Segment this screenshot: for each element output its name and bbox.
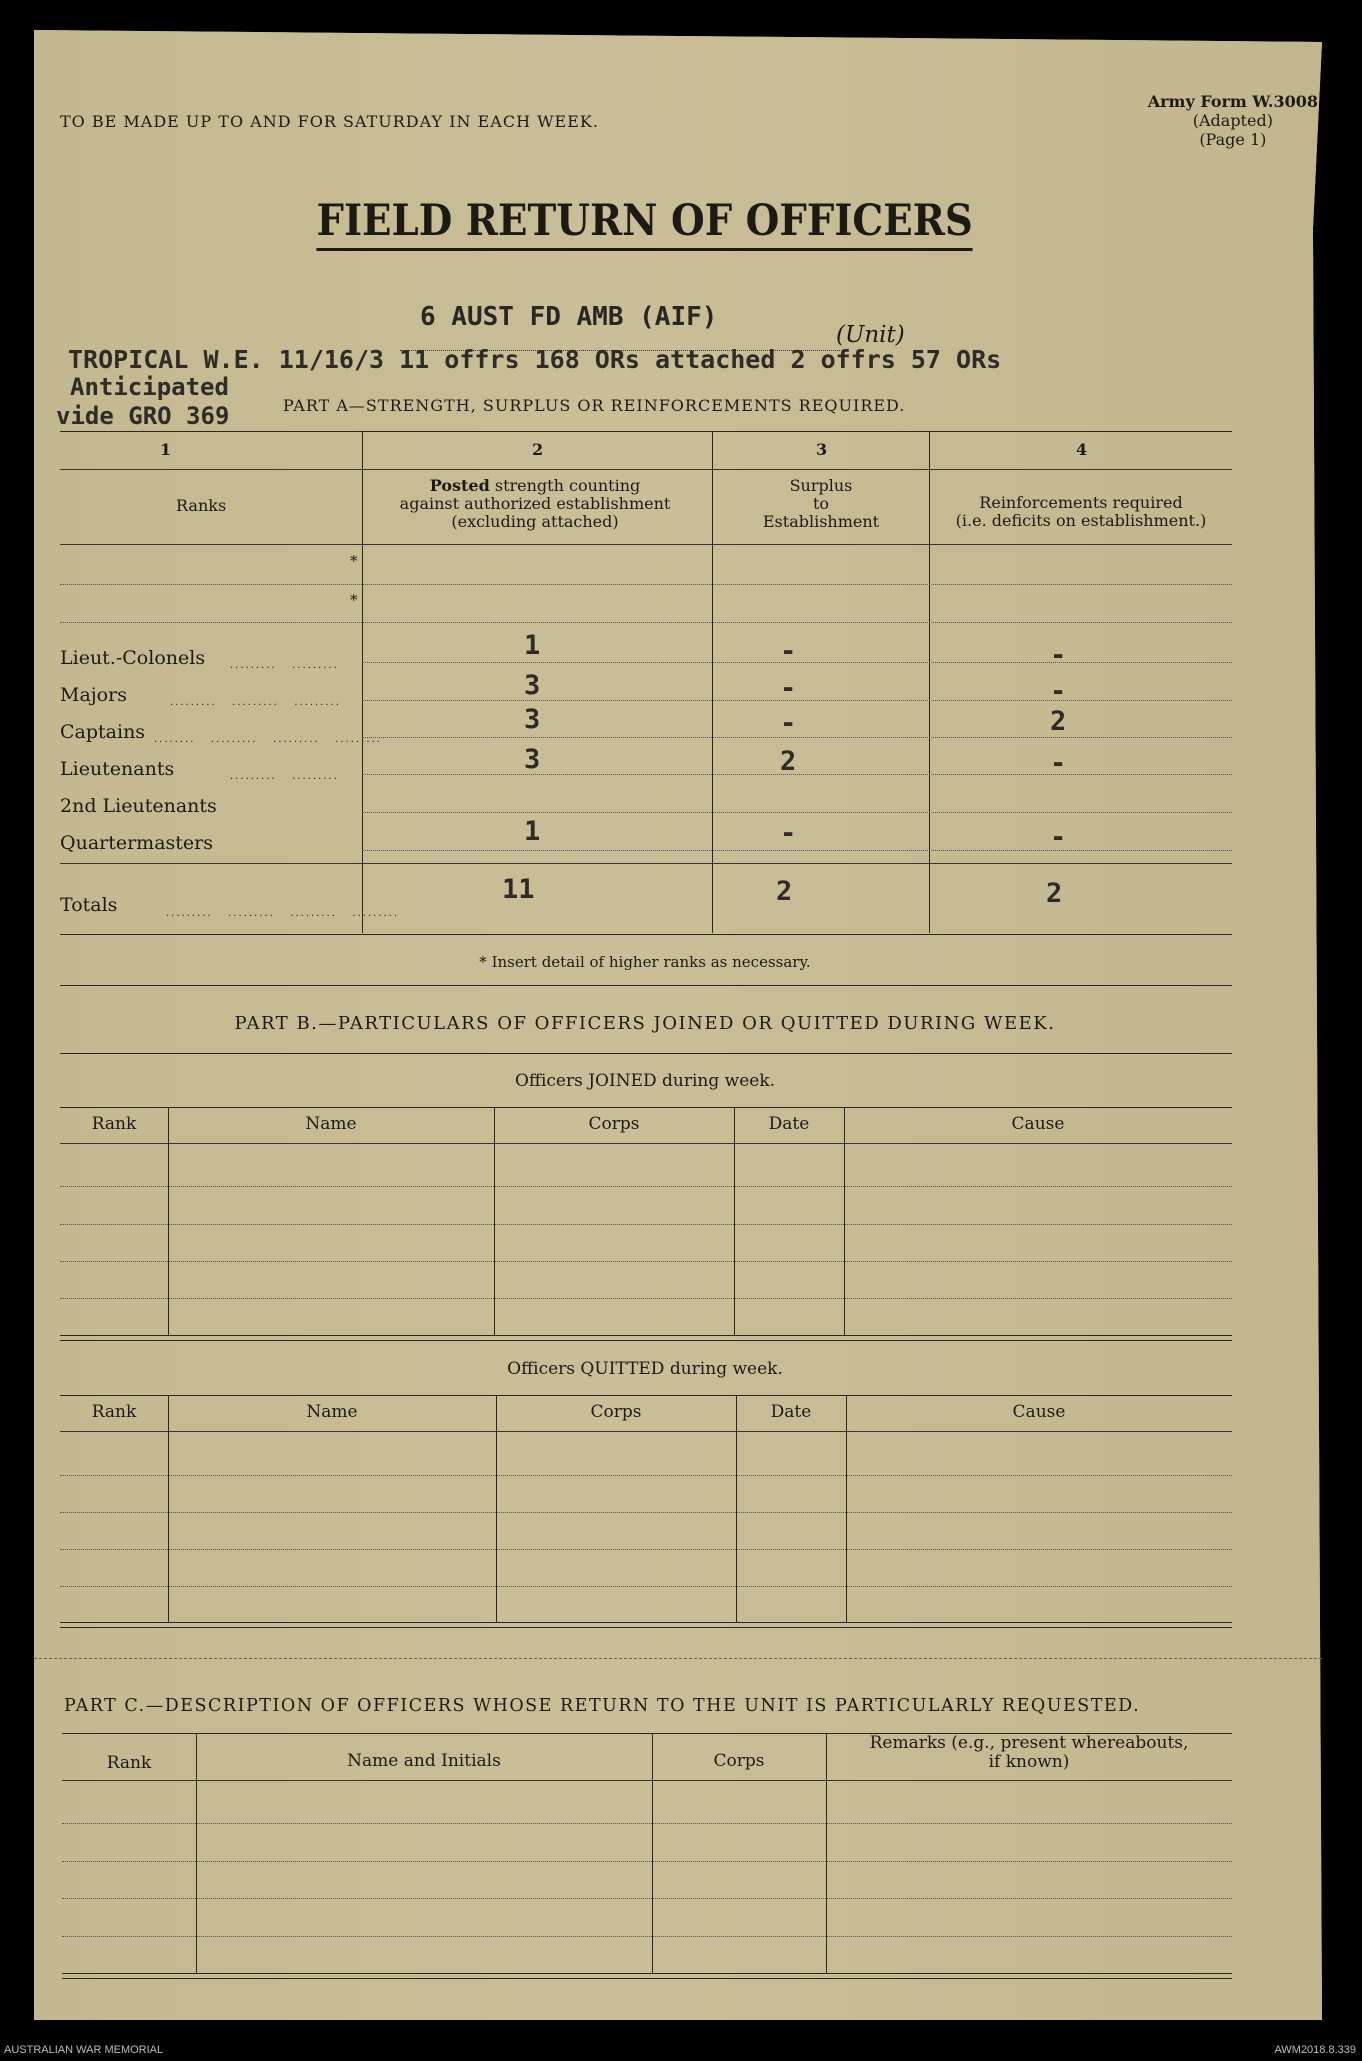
quitted-caption: Officers QUITTED during week. [507,1359,783,1379]
posted-captains: 3 [524,704,541,735]
part-c-row-rule [62,1898,1232,1899]
quitted-vline [496,1395,497,1622]
part-b-rule [60,1053,1232,1054]
reinf-lieut-colonels: - [1050,640,1067,671]
fold-line [34,1658,1322,1659]
col-number-4: 4 [1076,440,1088,459]
totals-top-rule [60,863,1232,864]
posted-lieutenants: 3 [524,744,541,775]
row-rule [60,622,1232,623]
surplus-line3: Establishment [762,512,880,531]
quitted-top-rule [60,1395,1232,1396]
part-c-vline [652,1733,653,1973]
row-rule [362,812,1232,813]
posted-bold: Posted [429,476,490,495]
leader-dots: ......... ......... ......... ......... [166,908,400,919]
quitted-col-name: Name [306,1402,358,1422]
quitted-head-rule [60,1431,1232,1432]
part-c-title: PART C.—DESCRIPTION OF OFFICERS WHOSE RETURN TO THE UNIT IS PARTICULARLY REQUESTED. [64,1696,1141,1716]
part-c-vline [826,1733,827,1973]
posted-lieut-colonels: 1 [524,630,541,661]
col-head-surplus [713,477,929,531]
surplus-lieutenants: 2 [780,746,797,777]
leader-dots: ......... ......... ......... [170,697,341,708]
joined-row-rule [60,1298,1232,1299]
part-a-top-rule [60,431,1232,432]
part-a-bottom-rule [60,934,1232,935]
col-number-3: 3 [816,440,828,459]
row-rule [362,700,1232,701]
footer-credit: AUSTRALIAN WAR MEMORIAL [4,2044,164,2056]
page-title-wrap [0,196,1290,251]
quitted-vline [168,1395,169,1622]
part-c-head-rule [62,1780,1232,1781]
form-number: Army Form W.3008 [1147,92,1318,111]
reinf-majors: - [1050,676,1067,707]
rank-totals: Totals [60,894,118,916]
leader-dots: ........ ......... ......... ......... [154,734,382,745]
reinf-lieutenants: - [1050,748,1067,779]
part-b-title: PART B.—PARTICULARS OF OFFICERS JOINED OR QUITTED DURING WEEK. [234,1013,1056,1034]
joined-vline [168,1107,169,1335]
joined-caption: Officers JOINED during week. [514,1071,776,1091]
joined-row-rule [60,1224,1232,1225]
joined-col-rank: Rank [91,1114,137,1134]
part-c-col-corps: Corps [713,1751,765,1771]
part-c-vline [196,1733,197,1973]
reinf-total: 2 [1046,878,1063,909]
surplus-majors: - [780,673,797,704]
part-a-vline-1 [362,431,363,933]
col-number-2: 2 [532,440,544,459]
part-c-row-rule [62,1936,1232,1937]
part-c-col-name: Name and Initials [347,1751,501,1771]
quitted-row-rule [60,1512,1232,1513]
joined-col-cause: Cause [1011,1114,1065,1134]
surplus-total: 2 [776,876,793,907]
page-title: FIELD RETURN OF OFFICERS [317,196,973,251]
rank-lieutenants: Lieutenants [60,758,175,780]
quitted-vline [846,1395,847,1622]
col-head-posted [363,477,707,531]
joined-col-name: Name [305,1114,357,1134]
reinf-quartermasters: - [1050,822,1067,853]
row-rule [362,737,1232,738]
quitted-row-rule [60,1475,1232,1476]
row-rule [362,662,1232,663]
quitted-bottom-rule-double [60,1627,1232,1628]
posted-majors: 3 [524,670,541,701]
reinf-line1: Reinforcements required [979,493,1183,512]
joined-bottom-rule-double [60,1340,1232,1341]
surplus-captains: - [780,708,797,739]
rank-captains: Captains [60,721,146,743]
quitted-row-rule [60,1549,1232,1550]
surplus-quartermasters: - [780,818,797,849]
joined-head-rule [60,1143,1232,1144]
part-c-row-rule [62,1861,1232,1862]
col-number-1: 1 [160,440,172,459]
joined-row-rule [60,1261,1232,1262]
posted-total: 11 [502,874,535,905]
rank-lieut-colonels: Lieut.-Colonels [60,647,206,669]
joined-row-rule [60,1186,1232,1187]
joined-vline [494,1107,495,1335]
row-rule [362,774,1232,775]
rank-2nd-lieutenants: 2nd Lieutenants [60,795,217,817]
quitted-bottom-rule [60,1622,1232,1623]
remarks-line1: Remarks (e.g., present whereabouts, [869,1733,1189,1753]
joined-vline [734,1107,735,1335]
leader-dots: ......... ......... [230,660,339,671]
typed-establishment-line: TROPICAL W.E. 11/16/3 11 offrs 168 ORs attached 2 offrs 57 ORs [68,345,1002,374]
part-c-bottom-rule-double [62,1978,1232,1979]
footer-accession: AWM2018.8.339 [1274,2044,1356,2056]
posted-quartermasters: 1 [524,816,541,847]
col-head-reinforcements [930,494,1232,530]
unit-value: 6 AUST FD AMB (AIF) [420,302,718,332]
part-a-vline-3 [929,431,930,933]
quitted-vline [736,1395,737,1622]
star-1: * [350,552,358,570]
reinf-line2: (i.e. deficits on establishment.) [955,511,1207,530]
posted-rest: strength counting [489,476,641,495]
part-c-bottom-rule [62,1973,1232,1974]
joined-col-corps: Corps [588,1114,640,1134]
quitted-col-cause: Cause [1012,1402,1066,1422]
col-head-ranks: Ranks [176,496,227,515]
joined-col-date: Date [768,1114,810,1134]
joined-bottom-rule [60,1335,1232,1336]
surplus-lieut-colonels: - [780,636,797,667]
header-instruction: TO BE MADE UP TO AND FOR SATURDAY IN EACH WEEK. [60,112,599,131]
form-page: (Page 1) [1199,130,1267,149]
header-bottom-rule [60,544,1232,545]
form-adapted: (Adapted) [1192,111,1273,130]
part-c-row-rule [62,1823,1232,1824]
row-rule [362,850,1232,851]
form-reference [1148,92,1318,149]
surplus-line1: Surplus [789,476,853,495]
star-2: * [350,591,358,609]
remarks-line2: if known) [988,1752,1070,1772]
row-rule [60,584,1232,585]
typed-vide-gro: vide GRO 369 [56,402,230,430]
joined-vline [844,1107,845,1335]
col-number-rule [60,469,1232,470]
reinf-captains: 2 [1050,706,1067,737]
surplus-line2: to [812,494,830,513]
quitted-col-corps: Corps [590,1402,642,1422]
posted-line2: against authorized establishment [399,494,671,513]
unit-label: (Unit) [836,322,905,348]
part-c-col-remarks [826,1734,1232,1772]
footnote: * Insert detail of higher ranks as necessary. [479,953,811,971]
part-c-col-rank: Rank [106,1753,152,1773]
rank-majors: Majors [60,684,127,706]
part-a-title: PART A—STRENGTH, SURPLUS OR REINFORCEMENTS REQUIRED. [283,396,906,415]
footnote-rule [60,985,1232,986]
leader-dots: ......... ......... [230,771,339,782]
joined-top-rule [60,1107,1232,1108]
part-a-vline-2 [712,431,713,933]
posted-line3: (excluding attached) [451,512,619,531]
quitted-row-rule [60,1586,1232,1587]
rank-quartermasters: Quartermasters [60,832,213,854]
quitted-col-rank: Rank [91,1402,137,1422]
typed-anticipated: Anticipated [70,373,229,401]
quitted-col-date: Date [770,1402,812,1422]
